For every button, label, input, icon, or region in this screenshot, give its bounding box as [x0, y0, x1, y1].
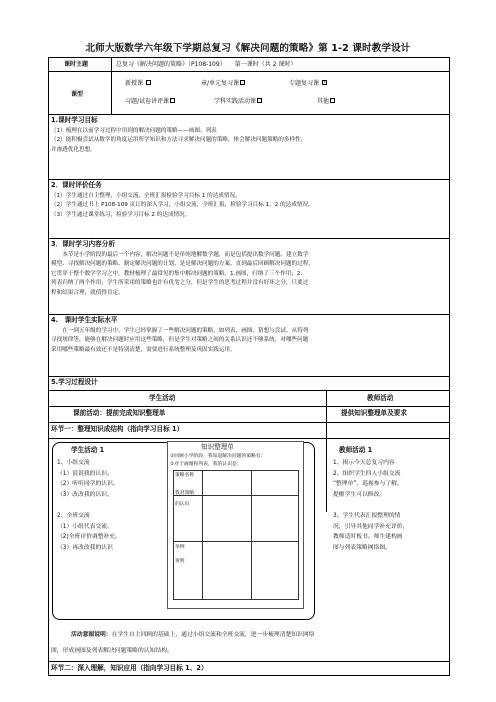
- type-option-other: 其他: [317, 97, 335, 106]
- student-activity-1-title: 学生活动 1: [71, 446, 105, 454]
- step-2-title: 环节二：深入理解，知识应用（指向学习目标 1、2）: [51, 664, 208, 672]
- row-line: [49, 238, 449, 239]
- grid-label-strategy: 策略名称: [175, 473, 195, 478]
- teacher-activity-1-list: 1、揭示今天总复习内容 2、组织学生四人小组交流 “整理单”，巡视参与了解， 提醒学生可以修改。 3、学生代表汇报整理的情 况，引导其他同学补充评价， 教师适时板书。师生建构画 图与列表策略网络图。: [333, 460, 409, 551]
- knowledge-sheet-prompt-1: ①回顾小学阶段，我知道解决问题的策略有：: [170, 454, 266, 459]
- knowledge-sheet-prompt-2: ②对于画图和列表，我的认识是：: [170, 462, 242, 467]
- type-option-review: 习题/试卷讲评课: [125, 97, 175, 106]
- section-3-title: 3．课时学习内容分析: [51, 240, 115, 248]
- topic-value: 总复习《解决问题的策略》（P108-109） 第一课时（共 2 课时）: [116, 61, 297, 68]
- type-option-new: 新授课: [125, 79, 151, 88]
- grid-label-understanding-2: 的认识: [175, 502, 190, 507]
- pre-class-student: 课前活动：提前完成知识整理单: [73, 409, 166, 417]
- section-2-title: 2．课时评价任务: [51, 181, 102, 189]
- lesson-plan-table: [48, 57, 450, 676]
- type-label: 课型: [71, 91, 84, 98]
- checkbox[interactable]: [257, 98, 262, 103]
- column-divider: [326, 390, 327, 512]
- row-line: [49, 438, 449, 439]
- student-activity-1-list: 1、小组交流 （1）说说我的认识。 （2）听听同学的认识。 （3）改改我的认识。 2、全班交流 （1）小组代表交流。 （2)全班评价调整补充。 （3）再改改我的认识: [57, 460, 121, 551]
- checkbox[interactable]: [146, 80, 151, 85]
- checkbox[interactable]: [330, 98, 335, 103]
- section-2-body: （1）学生通过自主整理，小组交流、全班汇报检验学习目标 1 的达成情况。 （2）学生通过书上 P108-109 页订的深入学习，小组交流，全班汇报，检验学习目标 1、2 的达成情况。 （3）学生通过课堂练习，检验学习目标 2 的达成情况。: [51, 193, 314, 218]
- row-line: [49, 314, 449, 315]
- type-option-topic: 专题复习课 ✓: [289, 79, 327, 88]
- grid-label-explain: 说明: [175, 559, 185, 564]
- header-divider: [111, 58, 112, 114]
- step-1-title: 环节一：整理知识成结构（指向学习目标 1）: [51, 425, 184, 433]
- activity-intent: 活动意图说明：在学生自主回顾的基础上，通过小组交流和全班交流，进一步梳理清楚知识网络: [71, 632, 315, 638]
- row-line: [49, 661, 449, 662]
- grid-label-example: 举例: [175, 545, 185, 550]
- student-activity-header: 学生活动: [149, 394, 176, 402]
- row-line: [49, 390, 449, 391]
- row-line: [49, 422, 449, 423]
- document-title: 北师大版数学六年级下学期总复习《解决问题的策略》第 1-2 课时教学设计: [85, 43, 411, 54]
- knowledge-sheet-title: 知识整理单: [201, 443, 234, 451]
- section-1-body: （1）梳理在以前学习过程中用到的解决问题的策略——画图、列表 （2）能积极尝试从数学的角度运用所学知识和方法寻求解决问题的策略，体会解决问题策略的多样性， 并渗透优化思想。: [51, 128, 307, 153]
- section-1-title: 1.课时学习目标: [51, 116, 98, 124]
- section-3-body: 本节是小学阶段的最后一个内容，解决问题不是单纯地解数学题，而是包括提出数学问题、建立数学 模型、寻找解决问题的策略、制定解决问题的计划、是是解决问题的方案、直到最后回顾解决问题的过程， 它贯穿于整个数学学习之中。教材梳理了最常见的集中解决问题的策略，1.画图，归纳了三个作用；2. 列表归纳了两个作用；学生所采用的策略也许有优劣之分，但是学生的思考过程并没有好坏之分，只要过 程和结果合理，就值得肯定。: [51, 252, 314, 296]
- topic-label: 课时主题: [64, 61, 89, 68]
- checkbox[interactable]: [170, 98, 175, 103]
- row-line: [49, 114, 449, 115]
- section-5-title: 5.学习过程设计: [51, 378, 98, 386]
- row-line: [49, 179, 449, 180]
- pre-class-teacher: 提供知识整理单及要求: [341, 409, 407, 417]
- checkbox-checked[interactable]: [322, 80, 327, 85]
- row-line: [49, 376, 449, 377]
- type-option-unit: 章/单元复习课: [201, 79, 245, 88]
- row-line: [49, 406, 449, 407]
- row-line: [49, 71, 449, 72]
- teacher-activity-1-title: 教师活动 1: [339, 446, 373, 454]
- type-option-practice: 学科实践活动课: [214, 97, 262, 106]
- activity-intent-cont: 图，形成画图及列表解决问题策略的认知结构。: [51, 648, 173, 654]
- grid-label-understanding-1: 我对策略: [175, 491, 195, 496]
- checkbox[interactable]: [240, 80, 245, 85]
- teacher-activity-header: 教师活动: [367, 394, 394, 402]
- section-4-body: 在一到五年级的学习中，学生已经掌握了一些解决问题的策略，如列表、画图、猜想与尝试、从特列 寻找规律等，能够在解决问题时应用这些策略，但是学生对策略之间的关系认识还不够系统，对哪些问题 采用哪些策略最有效还不是特别清楚，需要进行系统整理及巩固实践运用。: [51, 328, 309, 353]
- section-4-title: 4. 课时学生实际水平: [51, 316, 118, 324]
